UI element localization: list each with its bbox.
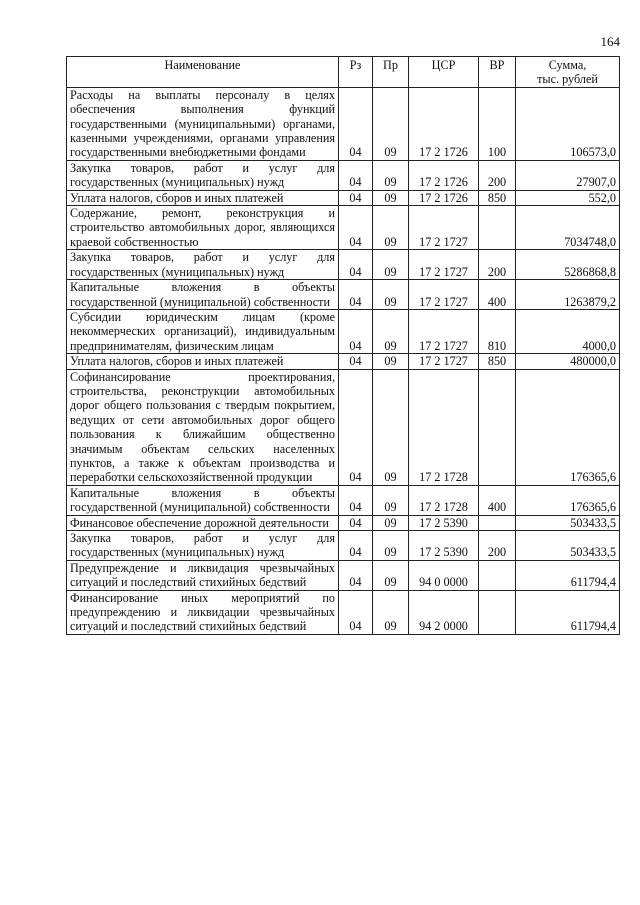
cell-vr: 200 <box>479 531 516 561</box>
cell-pr: 09 <box>373 369 409 485</box>
cell-name: Уплата налогов, сборов и иных платежей <box>67 190 339 205</box>
cell-rz: 04 <box>339 250 373 280</box>
cell-vr: 850 <box>479 354 516 369</box>
header-vr: ВР <box>479 57 516 88</box>
cell-rz: 04 <box>339 280 373 310</box>
table-row <box>67 485 620 515</box>
cell-name: Финансовое обеспечение дорожной деятельности <box>67 515 339 530</box>
cell-vr: 400 <box>479 485 516 515</box>
cell-csr: 17 2 1728 <box>409 485 479 515</box>
cell-sum: 7034748,0 <box>516 206 620 250</box>
table-row <box>67 206 620 250</box>
table-row <box>67 160 620 190</box>
table-row <box>67 354 620 369</box>
cell-sum: 480000,0 <box>516 354 620 369</box>
cell-rz: 04 <box>339 87 373 160</box>
header-csr: ЦСР <box>409 57 479 88</box>
cell-pr: 09 <box>373 280 409 310</box>
cell-pr: 09 <box>373 87 409 160</box>
cell-name: Капитальные вложения в объекты государственной (муниципальной) собственности <box>67 485 339 515</box>
table-body <box>67 87 620 634</box>
table-row <box>67 369 620 485</box>
header-name: Наименование <box>67 57 339 88</box>
cell-csr: 17 2 1727 <box>409 280 479 310</box>
cell-csr: 17 2 1727 <box>409 206 479 250</box>
cell-pr: 09 <box>373 590 409 634</box>
cell-sum: 27907,0 <box>516 160 620 190</box>
cell-vr <box>479 590 516 634</box>
cell-sum: 552,0 <box>516 190 620 205</box>
cell-name: Капитальные вложения в объекты государственной (муниципальной) собственности <box>67 280 339 310</box>
cell-name: Финансирование иных мероприятий по предупреждению и ликвидации чрезвычайных ситуаций и последствий стихийных бедствий <box>67 590 339 634</box>
cell-rz: 04 <box>339 354 373 369</box>
cell-name: Расходы на выплаты персоналу в целях обеспечения выполнения функций государственными (муниципальными) органами, казенными учреждениями, органами управления государственными внебюджетными фондами <box>67 87 339 160</box>
cell-pr: 09 <box>373 250 409 280</box>
cell-csr: 17 2 5390 <box>409 515 479 530</box>
cell-sum: 176365,6 <box>516 485 620 515</box>
cell-sum: 503433,5 <box>516 515 620 530</box>
cell-vr <box>479 369 516 485</box>
cell-rz: 04 <box>339 309 373 353</box>
cell-rz: 04 <box>339 485 373 515</box>
cell-pr: 09 <box>373 190 409 205</box>
table-row <box>67 280 620 310</box>
header-sum <box>516 57 620 88</box>
cell-csr: 17 2 5390 <box>409 531 479 561</box>
cell-name: Уплата налогов, сборов и иных платежей <box>67 354 339 369</box>
cell-rz: 04 <box>339 560 373 590</box>
cell-sum: 106573,0 <box>516 87 620 160</box>
cell-csr: 17 2 1726 <box>409 160 479 190</box>
cell-pr: 09 <box>373 160 409 190</box>
cell-vr: 850 <box>479 190 516 205</box>
header-sum-line1: Сумма, <box>548 58 587 72</box>
table-row <box>67 531 620 561</box>
cell-vr: 100 <box>479 87 516 160</box>
cell-sum: 503433,5 <box>516 531 620 561</box>
cell-pr: 09 <box>373 354 409 369</box>
cell-sum: 611794,4 <box>516 590 620 634</box>
cell-vr <box>479 560 516 590</box>
cell-name: Закупка товаров, работ и услуг для государственных (муниципальных) нужд <box>67 531 339 561</box>
cell-rz: 04 <box>339 369 373 485</box>
cell-sum: 5286868,8 <box>516 250 620 280</box>
cell-vr: 400 <box>479 280 516 310</box>
cell-csr: 17 2 1728 <box>409 369 479 485</box>
cell-pr: 09 <box>373 206 409 250</box>
cell-csr: 17 2 1726 <box>409 190 479 205</box>
cell-name: Субсидии юридическим лицам (кроме некоммерческих организаций), индивидуальным предпринимателям, физическим лицам <box>67 309 339 353</box>
cell-sum: 4000,0 <box>516 309 620 353</box>
header-sum-line2: тыс. рублей <box>537 72 598 87</box>
cell-vr: 200 <box>479 250 516 280</box>
cell-csr: 94 2 0000 <box>409 590 479 634</box>
cell-pr: 09 <box>373 515 409 530</box>
cell-pr: 09 <box>373 560 409 590</box>
cell-csr: 17 2 1727 <box>409 250 479 280</box>
cell-rz: 04 <box>339 190 373 205</box>
cell-rz: 04 <box>339 590 373 634</box>
cell-sum: 1263879,2 <box>516 280 620 310</box>
cell-csr: 17 2 1727 <box>409 309 479 353</box>
cell-name: Содержание, ремонт, реконструкция и строительство автомобильных дорог, являющихся краевой собственностью <box>67 206 339 250</box>
table-row <box>67 309 620 353</box>
cell-rz: 04 <box>339 531 373 561</box>
cell-name: Закупка товаров, работ и услуг для государственных (муниципальных) нужд <box>67 160 339 190</box>
cell-pr: 09 <box>373 485 409 515</box>
cell-name: Софинансирование проектирования, строительства, реконструкции автомобильных дорог общего пользования с твердым покрытием, ведущих от сети автомобильных дорог общего пользования к ближайшим общественно значимым объектам сельских населенных пунктов, а также к объектам производства и переработки сельскохозяйственной продукции <box>67 369 339 485</box>
cell-name: Предупреждение и ликвидация чрезвычайных ситуаций и последствий стихийных бедствий <box>67 560 339 590</box>
table-row <box>67 560 620 590</box>
cell-pr: 09 <box>373 531 409 561</box>
cell-rz: 04 <box>339 515 373 530</box>
page-number: 164 <box>600 34 620 49</box>
cell-vr: 810 <box>479 309 516 353</box>
cell-csr: 17 2 1727 <box>409 354 479 369</box>
cell-vr <box>479 206 516 250</box>
cell-sum: 611794,4 <box>516 560 620 590</box>
cell-vr: 200 <box>479 160 516 190</box>
table-header-row <box>67 57 620 88</box>
header-pr: Пр <box>373 57 409 88</box>
cell-name: Закупка товаров, работ и услуг для государственных (муниципальных) нужд <box>67 250 339 280</box>
table-row <box>67 190 620 205</box>
table-row <box>67 515 620 530</box>
table-row <box>67 590 620 634</box>
table-row <box>67 87 620 160</box>
cell-csr: 17 2 1726 <box>409 87 479 160</box>
cell-rz: 04 <box>339 160 373 190</box>
cell-rz: 04 <box>339 206 373 250</box>
cell-pr: 09 <box>373 309 409 353</box>
header-rz: Рз <box>339 57 373 88</box>
table-row <box>67 250 620 280</box>
cell-vr <box>479 515 516 530</box>
budget-table <box>66 56 620 635</box>
cell-sum: 176365,6 <box>516 369 620 485</box>
cell-csr: 94 0 0000 <box>409 560 479 590</box>
